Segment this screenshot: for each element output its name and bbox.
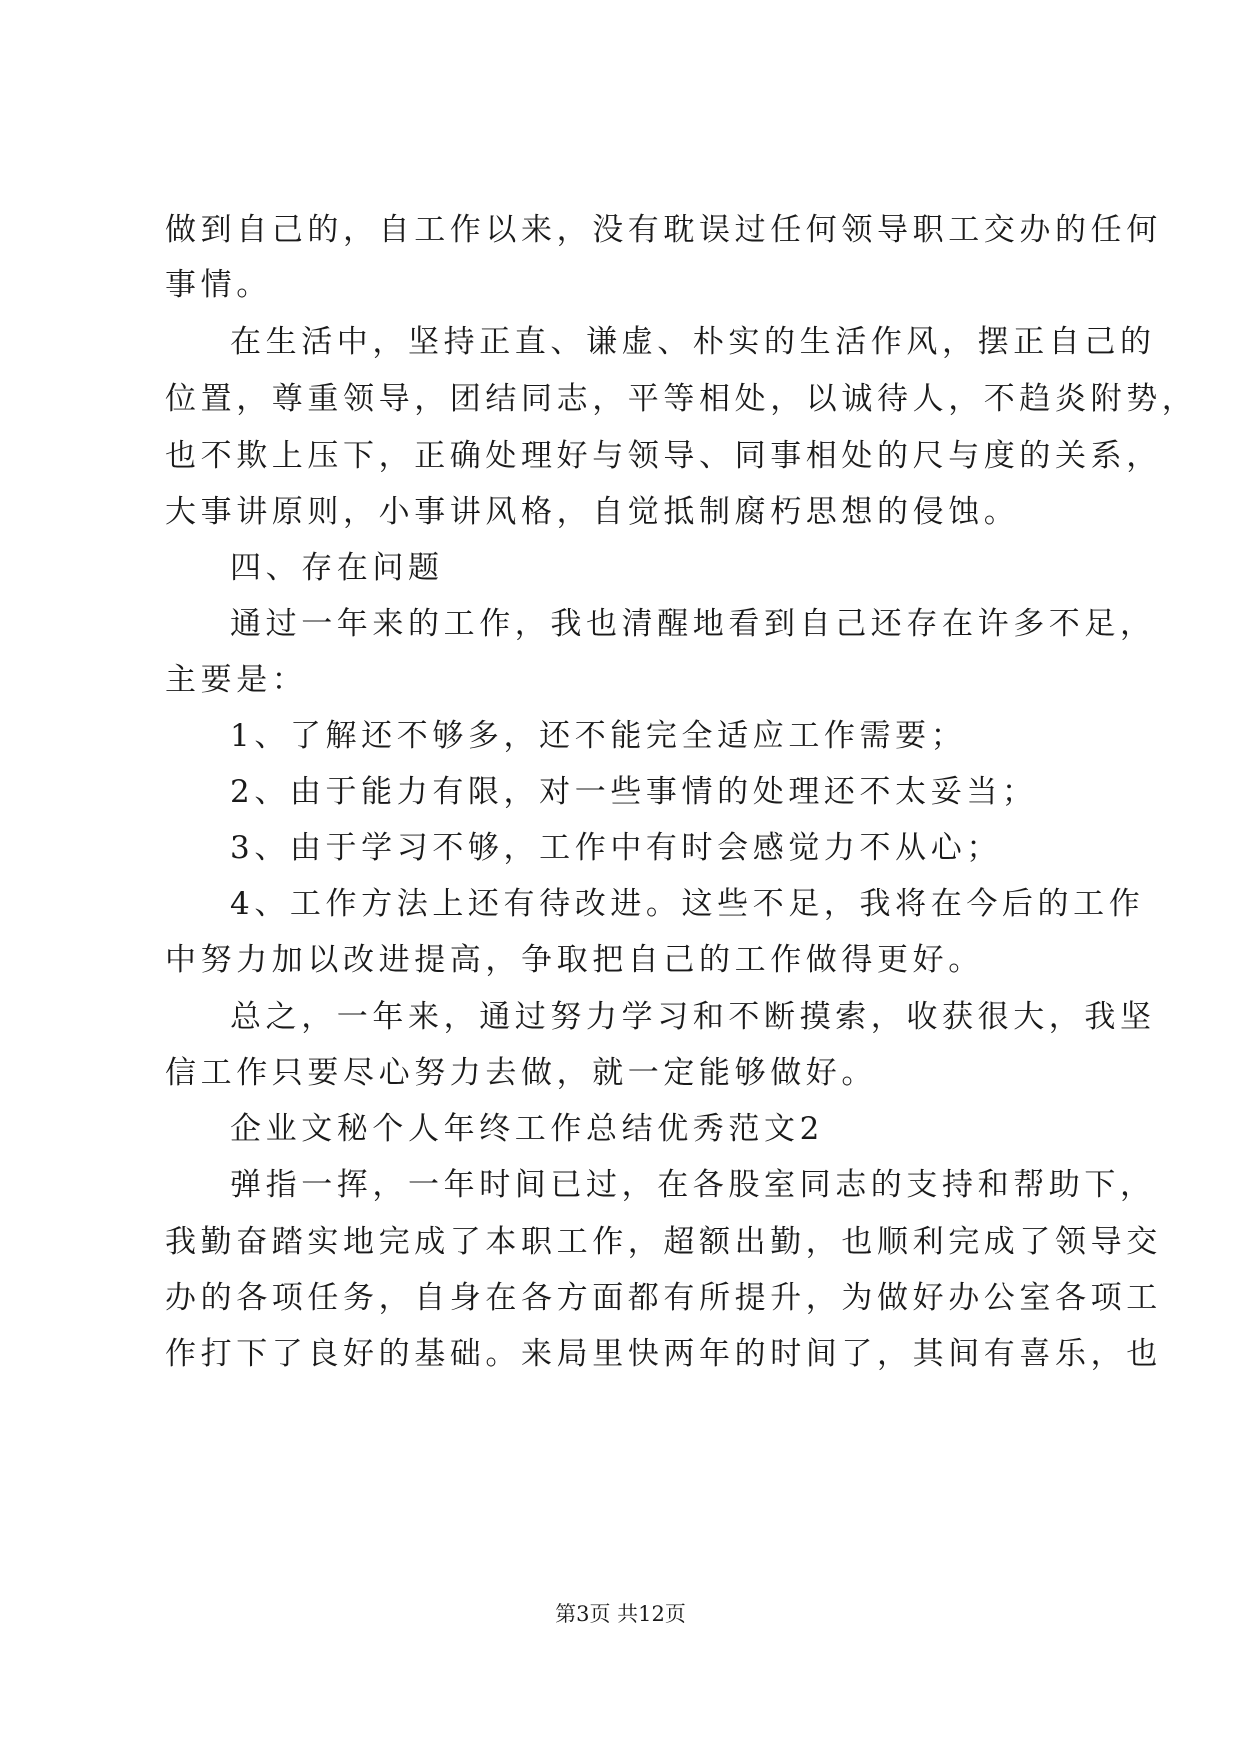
list-item: 4、工作方法上还有待改进。这些不足，我将在今后的工作	[230, 886, 1145, 922]
article-title: 企业文秘个人年终工作总结优秀范文2	[230, 1111, 824, 1147]
paragraph-line: 我勤奋踏实地完成了本职工作，超额出勤，也顺利完成了领导交	[165, 1224, 1162, 1260]
section-heading: 四、存在问题	[230, 550, 444, 586]
paragraph-line: 主要是：	[165, 662, 308, 698]
paragraph-line: 在生活中，坚持正直、谦虚、朴实的生活作风，摆正自己的	[230, 324, 1156, 360]
paragraph-line: 信工作只要尽心努力去做，就一定能够做好。	[165, 1055, 877, 1091]
list-item: 3、由于学习不够，工作中有时会感觉力不从心；	[230, 830, 1002, 866]
paragraph-line: 办的各项任务，自身在各方面都有所提升，为做好办公室各项工	[165, 1280, 1162, 1316]
paragraph-line: 大事讲原则，小事讲风格，自觉抵制腐朽思想的侵蚀。	[165, 494, 1020, 530]
paragraph-line: 弹指一挥，一年时间已过，在各股室同志的支持和帮助下，	[230, 1167, 1156, 1203]
paragraph-line: 中努力加以改进提高，争取把自己的工作做得更好。	[165, 942, 984, 978]
paragraph-line: 也不欺上压下，正确处理好与领导、同事相处的尺与度的关系，	[165, 438, 1162, 474]
page-number-footer: 第3页 共12页	[555, 1602, 686, 1626]
paragraph-line: 事情。	[165, 267, 272, 303]
paragraph-line: 通过一年来的工作，我也清醒地看到自己还存在许多不足，	[230, 606, 1156, 642]
paragraph-line: 作打下了良好的基础。来局里快两年的时间了，其间有喜乐，也	[165, 1336, 1162, 1372]
list-item: 2、由于能力有限，对一些事情的处理还不太妥当；	[230, 774, 1038, 810]
list-item: 1、了解还不够多，还不能完全适应工作需要；	[230, 718, 967, 754]
paragraph-line: 总之，一年来，通过努力学习和不断摸索，收获很大，我坚	[230, 999, 1156, 1035]
paragraph-line: 位置，尊重领导，团结同志，平等相处，以诚待人，不趋炎附势，	[165, 381, 1198, 417]
paragraph-line: 做到自己的，自工作以来，没有耽误过任何领导职工交办的任何	[165, 212, 1162, 248]
